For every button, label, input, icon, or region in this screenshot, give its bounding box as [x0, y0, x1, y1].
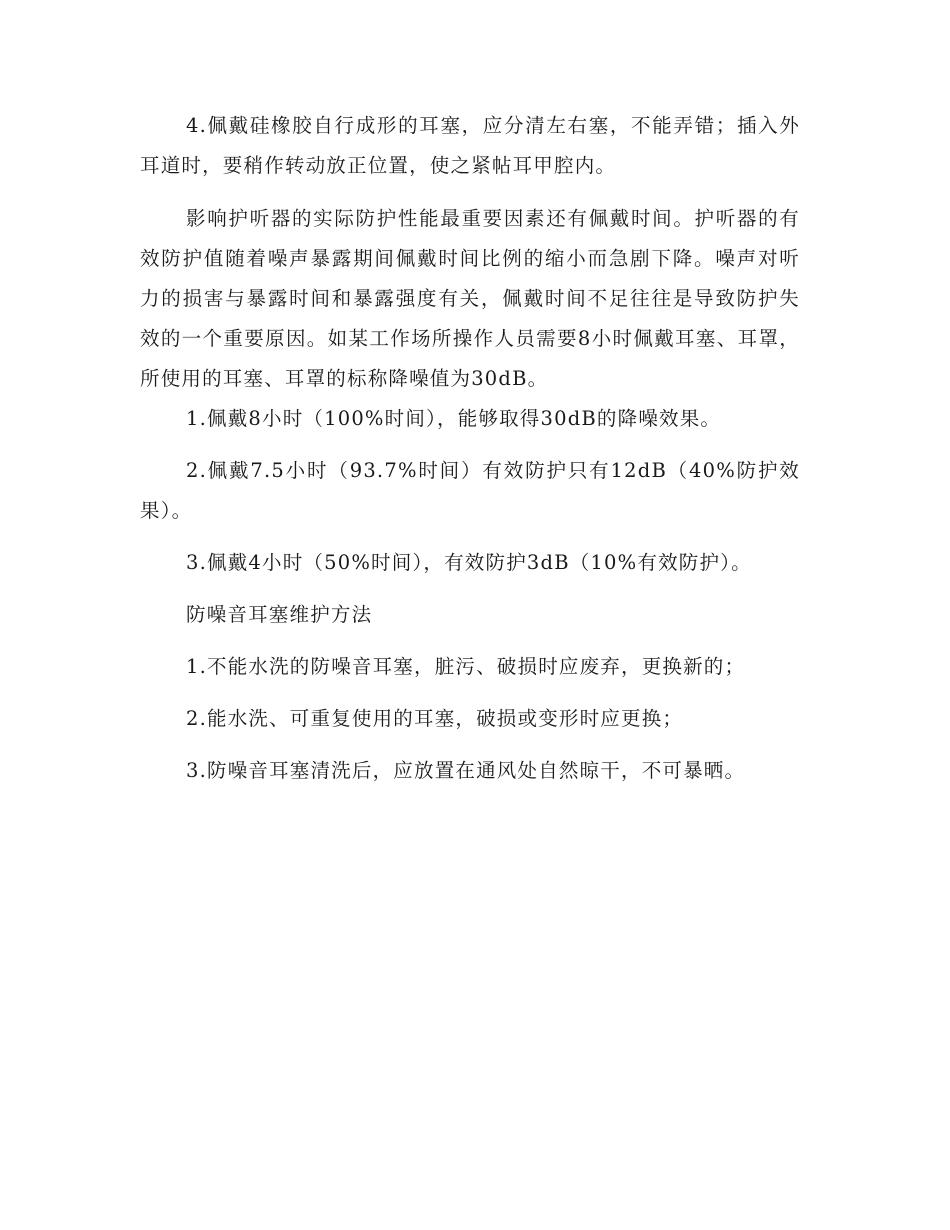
paragraph-earplug-wearing-tip: 4.佩戴硅橡胶自行成形的耳塞，应分清左右塞，不能弄错；插入外耳道时，要稍作转动放正位置，使之紧帖耳甲腔内。 — [140, 114, 800, 177]
list-item-8-hours: 1.佩戴8小时（100%时间），能够取得30dB的降噪效果。 — [186, 407, 722, 430]
list-item-4-hours: 3.佩戴4小时（50%时间），有效防护3dB（10%有效防护）。 — [186, 551, 752, 574]
list-item-non-washable: 1.不能水洗的防噪音耳塞，脏污、破损时应废弃，更换新的； — [186, 655, 746, 678]
section-heading-maintenance: 防噪音耳塞维护方法 — [186, 603, 373, 626]
list-item-7-5-hours: 2.佩戴7.5小时（93.7%时间）有效防护只有12dB（40%防护效果）。 — [140, 459, 800, 522]
list-item-drying: 3.防噪音耳塞清洗后，应放置在通风处自然晾干，不可暴晒。 — [186, 759, 746, 782]
list-item-washable: 2.能水洗、可重复使用的耳塞，破损或变形时应更换； — [186, 707, 684, 730]
paragraph-wearing-time-factor: 影响护听器的实际防护性能最重要因素还有佩戴时间。护听器的有效防护值随着噪声暴露期间佩戴时间比例的缩小而急剧下降。噪声对听力的损害与暴露时间和暴露强度有关，佩戴时间不足往往是导致防护失效的一个重要原因。如某工作场所操作人员需要8小时佩戴耳塞、耳罩，所使用的耳塞、耳罩的标称降噪值为30dB。 — [140, 207, 800, 390]
